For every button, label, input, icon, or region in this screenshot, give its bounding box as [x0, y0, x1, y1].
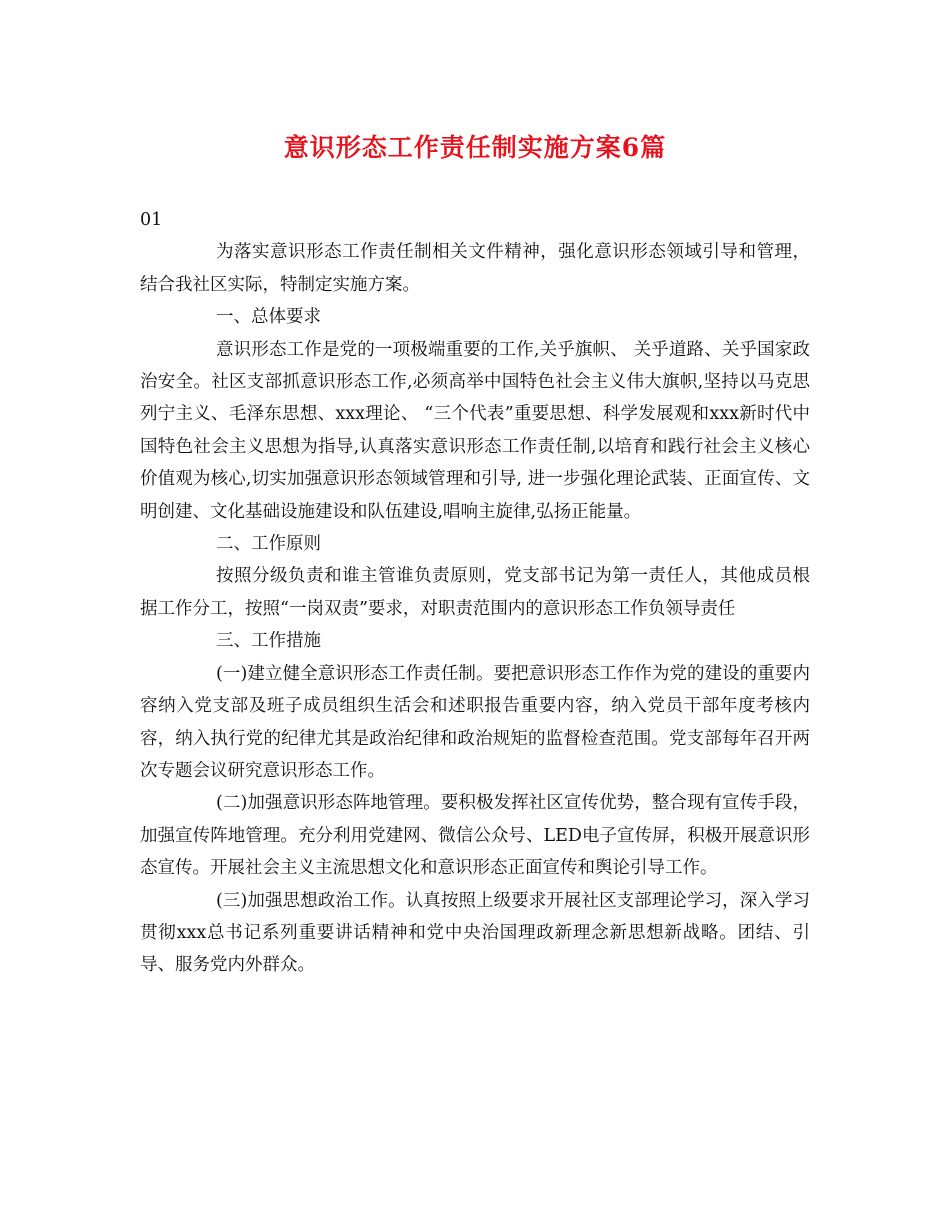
section-number: 01 [140, 210, 163, 230]
paragraph-measure-3: (三)加强思想政治工作。认真按照上级要求开展社区支部理论学习，深入学习贯彻xxx总书记系列重要讲话精神和党中央治国理政新理念新思想新战略。团结、引导、服务党内外群众。 [140, 890, 810, 976]
paragraph-work-principles: 按照分级负责和谁主管谁负责原则，党支部书记为第一责任人，其他成员根据工作分工，按照“一岗双责”要求，对职责范围内的意识形态工作负领导责任 [140, 566, 810, 619]
heading-work-principles: 二、工作原则 [216, 534, 321, 555]
heading-general-requirements: 一、总体要求 [216, 307, 321, 328]
paragraph-measure-1: (一)建立健全意识形态工作责任制。要把意识形态工作作为党的建设的重要内容纳入党支部及班子成员组织生活会和述职报告重要内容，纳入党员干部年度考核内容，纳入执行党的纪律尤其是政治纪律和政治规矩的监督检查范围。党支部每年召开两次专题会议研究意识形态工作。 [140, 663, 810, 781]
heading-work-measures: 三、工作措施 [216, 631, 321, 652]
document-body [140, 204, 810, 982]
intro-paragraph: 为落实意识形态工作责任制相关文件精神，强化意识形态领域引导和管理，结合我社区实际，特制定实施方案。 [140, 242, 810, 295]
document-title: 意识形态工作责任制实施方案6篇 [283, 133, 667, 162]
paragraph-general-requirements: 意识形态工作是党的一项极端重要的工作,关乎旗帜、 关乎道路、关乎国家政治安全。社区支部抓意识形态工作,必须高举中国特色社会主义伟大旗帜,坚持以马克思列宁主义、毛泽东思想、xxx理论、 “三个代表”重要思想、科学发展观和xxx新时代中国特色社会主义思想为指导,认真落实意识形态工作责任制,以培育和践行社会主义核心价值观为核心,切实加强意识形态领域管理和引导, 进一步强化理论武装、正面宣传、文明创建、文化基础设施建设和队伍建设,唱响主旋律,弘扬正能量。 [140, 339, 810, 522]
paragraph-measure-2: (二)加强意识形态阵地管理。要积极发挥社区宣传优势，整合现有宣传手段，加强宣传阵地管理。充分利用党建网、微信公众号、LED电子宣传屏，积极开展意识形态宣传。开展社会主义主流思想文化和意识形态正面宣传和舆论引导工作。 [140, 793, 810, 879]
